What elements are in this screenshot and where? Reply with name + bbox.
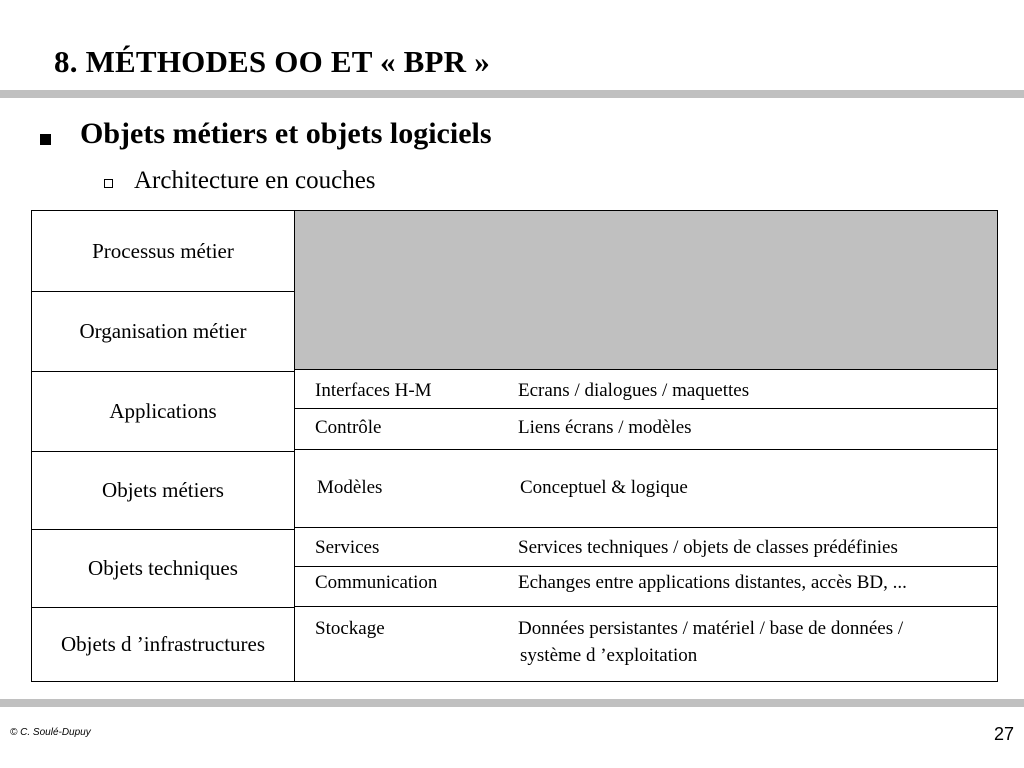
row-description-continued: système d ’exploitation	[520, 645, 698, 666]
layer-architecture-diagram	[31, 210, 998, 682]
layer-objets-techniques: Objets techniques	[32, 529, 294, 607]
footer-rule	[0, 699, 1024, 707]
row-description: Conceptuel & logique	[520, 477, 688, 498]
row-divider	[295, 408, 997, 409]
copyright-text: © C. Soulé-Dupuy	[10, 727, 91, 738]
square-bullet-icon	[40, 134, 51, 145]
hollow-square-bullet-icon	[104, 179, 113, 188]
row-divider	[295, 566, 997, 567]
slide-title: 8. MÉTHODES OO ET « BPR »	[54, 44, 490, 79]
row-description: Ecrans / dialogues / maquettes	[518, 380, 750, 401]
row-divider	[295, 527, 997, 528]
layer-organisation-metier: Organisation métier	[32, 291, 294, 371]
sub-bullet-heading: Architecture en couches	[134, 167, 376, 194]
row-description: Echanges entre applications distantes, accès BD, ...	[518, 572, 907, 593]
main-bullet-heading: Objets métiers et objets logiciels	[80, 117, 492, 150]
layer-objets-infrastructures: Objets d ’infrastructures	[32, 607, 294, 681]
row-divider	[295, 606, 997, 607]
page-number: 27	[993, 724, 1014, 744]
row-name: Contrôle	[315, 417, 382, 438]
row-name: Communication	[315, 572, 438, 593]
layer-applications: Applications	[32, 371, 294, 451]
row-name: Services	[315, 537, 380, 558]
detail-column	[294, 369, 998, 682]
gray-block	[295, 210, 998, 369]
row-divider	[295, 449, 997, 450]
row-description: Liens écrans / modèles	[518, 417, 692, 438]
row-name: Stockage	[315, 618, 385, 639]
row-description: Données persistantes / matériel / base de données /	[518, 618, 904, 639]
row-name: Interfaces H-M	[315, 380, 432, 401]
row-description: Services techniques / objets de classes prédéfinies	[518, 537, 898, 558]
layer-objets-metiers: Objets métiers	[32, 451, 294, 529]
layer-column	[31, 210, 295, 682]
row-name: Modèles	[317, 477, 383, 498]
title-rule	[0, 90, 1024, 98]
layer-processus-metier: Processus métier	[92, 238, 234, 263]
